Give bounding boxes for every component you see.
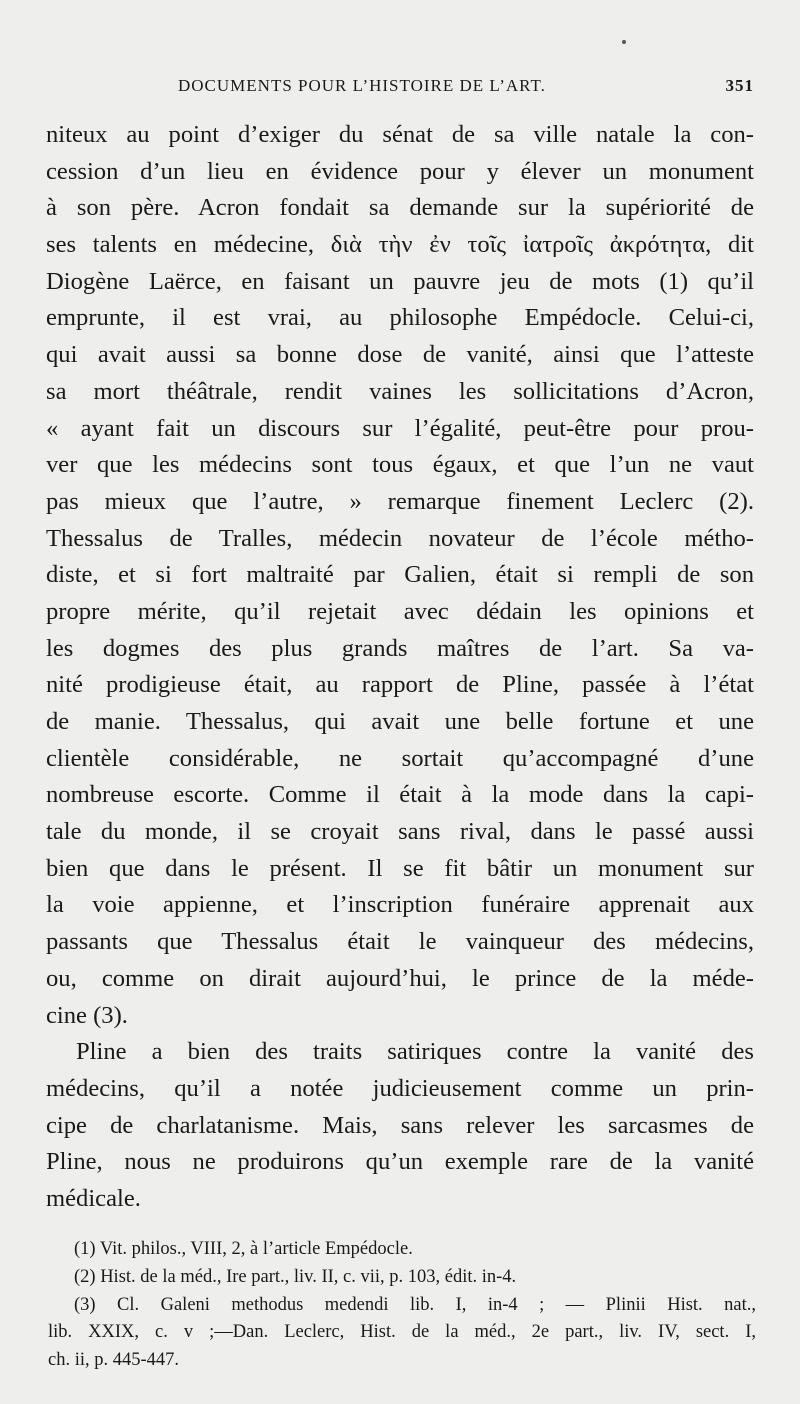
footnote-line: lib. XXIX, c. v ;—Dan. Leclerc, Hist. de la méd., 2e part., liv. IV, sect. I, — [48, 1322, 756, 1343]
text-line: cipe de charlatanisme. Mais, sans relever les sarcasmes de — [46, 1111, 754, 1139]
text-line: Pline, nous ne produirons qu’un exemple rare de la vanité — [46, 1148, 754, 1176]
text-line: médecins, qu’il a notée judicieusement comme un prin- — [46, 1074, 754, 1102]
text-line: emprunte, il est vrai, au philosophe Empédocle. Celui-ci, — [46, 304, 754, 332]
text-line: Pline a bien des traits satiriques contre la vanité des — [76, 1038, 754, 1066]
running-title: DOCUMENTS POUR L’HISTOIRE DE L’ART. — [178, 76, 546, 95]
text-line: propre mérite, qu’il rejetait avec dédain les opinions et — [46, 597, 754, 625]
text-line: niteux au point d’exiger du sénat de sa ville natale la con- — [46, 121, 754, 148]
text-line: qui avait aussi sa bonne dose de vanité, ainsi que l’atteste — [46, 341, 754, 369]
text-line: sa mort théâtrale, rendit vaines les sollicitations d’Acron, — [46, 377, 754, 405]
footnotes — [48, 1236, 756, 1375]
text-line: pas mieux que l’autre, » remarque finement Leclerc (2). — [46, 487, 754, 515]
text-line: cession d’un lieu en évidence pour y élever un monument — [46, 157, 754, 185]
text-line: passants que Thessalus était le vainqueur des médecins, — [46, 928, 754, 956]
text-line: cine (3). — [46, 1001, 128, 1029]
text-line: ou, comme on dirait aujourd’hui, le prince de la méde- — [46, 964, 754, 992]
text-line: « ayant fait un discours sur l’égalité, peut-être pour prou- — [46, 414, 754, 442]
footnote-line: (3) Cl. Galeni methodus medendi lib. I, in-4 ; — Plinii Hist. nat., — [74, 1294, 756, 1315]
text-line: tale du monde, il se croyait sans rival, dans le passé aussi — [46, 818, 754, 846]
footnote-line: (2) Hist. de la méd., Ire part., liv. II, c. vii, p. 103, édit. in-4. — [74, 1266, 517, 1287]
text-line: nombreuse escorte. Comme il était à la mode dans la capi- — [46, 781, 754, 809]
main-text — [46, 117, 754, 1218]
text-line: de manie. Thessalus, qui avait une belle fortune et une — [46, 708, 754, 735]
ink-speck — [622, 40, 626, 44]
text-line: diste, et si fort maltraité par Galien, était si rempli de son — [46, 561, 754, 589]
page-number: 351 — [725, 76, 754, 95]
text-line: bien que dans le présent. Il se fit bâtir un monument sur — [46, 854, 754, 882]
text-line: ver que les médecins sont tous égaux, et que l’un ne vaut — [46, 451, 754, 479]
text-line: clientèle considérable, ne sortait qu’accompagné d’une — [46, 744, 754, 772]
text-line: Diogène Laërce, en faisant un pauvre jeu de mots (1) qu’il — [46, 267, 754, 295]
footnote-line: (1) Vit. philos., VIII, 2, à l’article Empédocle. — [74, 1239, 413, 1259]
running-header — [48, 76, 754, 100]
text-line: nité prodigieuse était, au rapport de Pline, passée à l’état — [46, 671, 754, 699]
text-line: les dogmes des plus grands maîtres de l’art. Sa va- — [46, 634, 754, 662]
text-line: Thessalus de Tralles, médecin novateur de l’école métho- — [46, 524, 754, 552]
text-line: à son père. Acron fondait sa demande sur la supériorité de — [46, 194, 754, 222]
text-line: médicale. — [46, 1184, 141, 1212]
text-line: ses talents en médecine, διὰ τὴν ἐν τοῖς ἰατροῖς ἀκρότητα, dit — [46, 231, 754, 259]
text-line: la voie appienne, et l’inscription funéraire apprenait aux — [46, 891, 754, 919]
footnote-line: ch. ii, p. 445-447. — [48, 1350, 180, 1371]
